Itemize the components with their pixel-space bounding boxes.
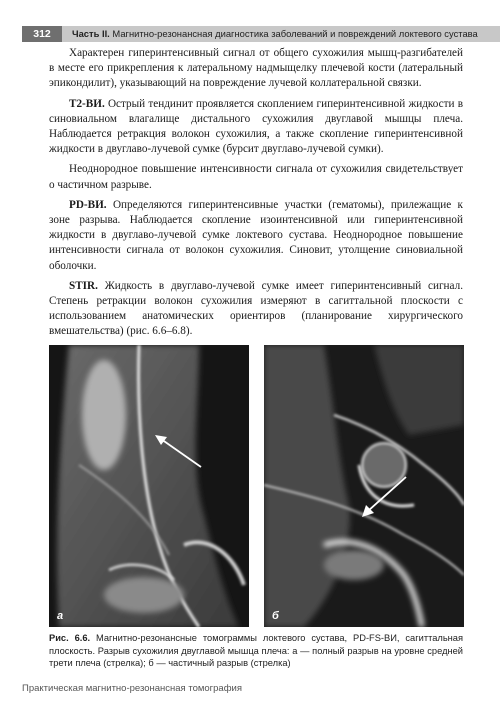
t2-label: T2-ВИ. bbox=[69, 97, 105, 110]
paragraph-3: Неоднородное повышение интенсивности сигнала от сухожилия свидетельствует о частичном разрыве. bbox=[49, 163, 463, 191]
paragraph-5: STIR. Жидкость в двуглаво-лучевой сумке имеет гиперинтенсивный сигнал. Степень ретракции волокон сухожилия измеряют в сагиттальной плоскости с использованием анатомических ориентиров (планирование хирургического вмешательства) (рис. 6.6–6.8). bbox=[49, 279, 463, 338]
paragraph-2: T2-ВИ. Острый тендинит проявляется скоплением гиперинтенсивной жидкости в синовиальном влагалище дистального сухожилия двуглавой мышцы плеча. Наблюдается ретракция волокон сухожилия, а также скопление гиперинтенсивной жидкости в двуглаво-лучевой сумке (бурсит двуглаво-лучевой сумки). bbox=[49, 97, 463, 156]
mri-scan-a-graphic bbox=[49, 345, 249, 627]
panel-label-b: б bbox=[272, 610, 279, 622]
figure-caption bbox=[49, 632, 463, 670]
running-title bbox=[72, 26, 478, 42]
part-label: Часть II. bbox=[72, 28, 110, 39]
paragraph-1: Характерен гиперинтенсивный сигнал от общего сухожилия мышц-разгибателей в месте его прикрепления к латеральному надмыщелку плечевой кости (латеральный эпикондилит), указывающий на повреждение лучевой коллатеральной связки. bbox=[49, 47, 463, 90]
pd-label: PD-ВИ. bbox=[69, 198, 107, 211]
mri-scan-b-graphic bbox=[264, 345, 464, 627]
stir-label: STIR. bbox=[69, 279, 98, 292]
caption-text: Магнитно-резонансные томограммы локтевого сустава, PD-FS-ВИ, сагиттальная плоскость. Разрыв сухожилия двуглавой мышца плеча: а — полный разрыв на уровне средней трети плеча (стрелка); б — частичный разрыв (стрелка) bbox=[49, 633, 464, 669]
caption-label: Рис. 6.6. bbox=[49, 633, 91, 643]
chapter-title: Магнитно-резонансная диагностика заболеваний и повреждений локтевого сустава bbox=[112, 28, 478, 39]
paragraph-4: PD-ВИ. Определяются гиперинтенсивные участки (гематомы), прилежащие к зоне разрыва. Наблюдается скопление изоинтенсивной или гиперинтенсивной жидкости в двуглаво-лучевой сумке локтевого сустава. Неоднородное повышение интенсивности сигнала от волокон сухожилия. Синовит, утолщение синовиальной оболочки. bbox=[49, 198, 463, 272]
mri-image-b bbox=[264, 345, 464, 627]
page-footer: Практическая магнитно-резонансная томография bbox=[22, 683, 242, 694]
page-number: 312 bbox=[22, 26, 62, 42]
body-text bbox=[49, 46, 463, 345]
running-header bbox=[22, 26, 500, 42]
mri-image-a bbox=[49, 345, 249, 627]
panel-label-a: а bbox=[57, 610, 64, 622]
